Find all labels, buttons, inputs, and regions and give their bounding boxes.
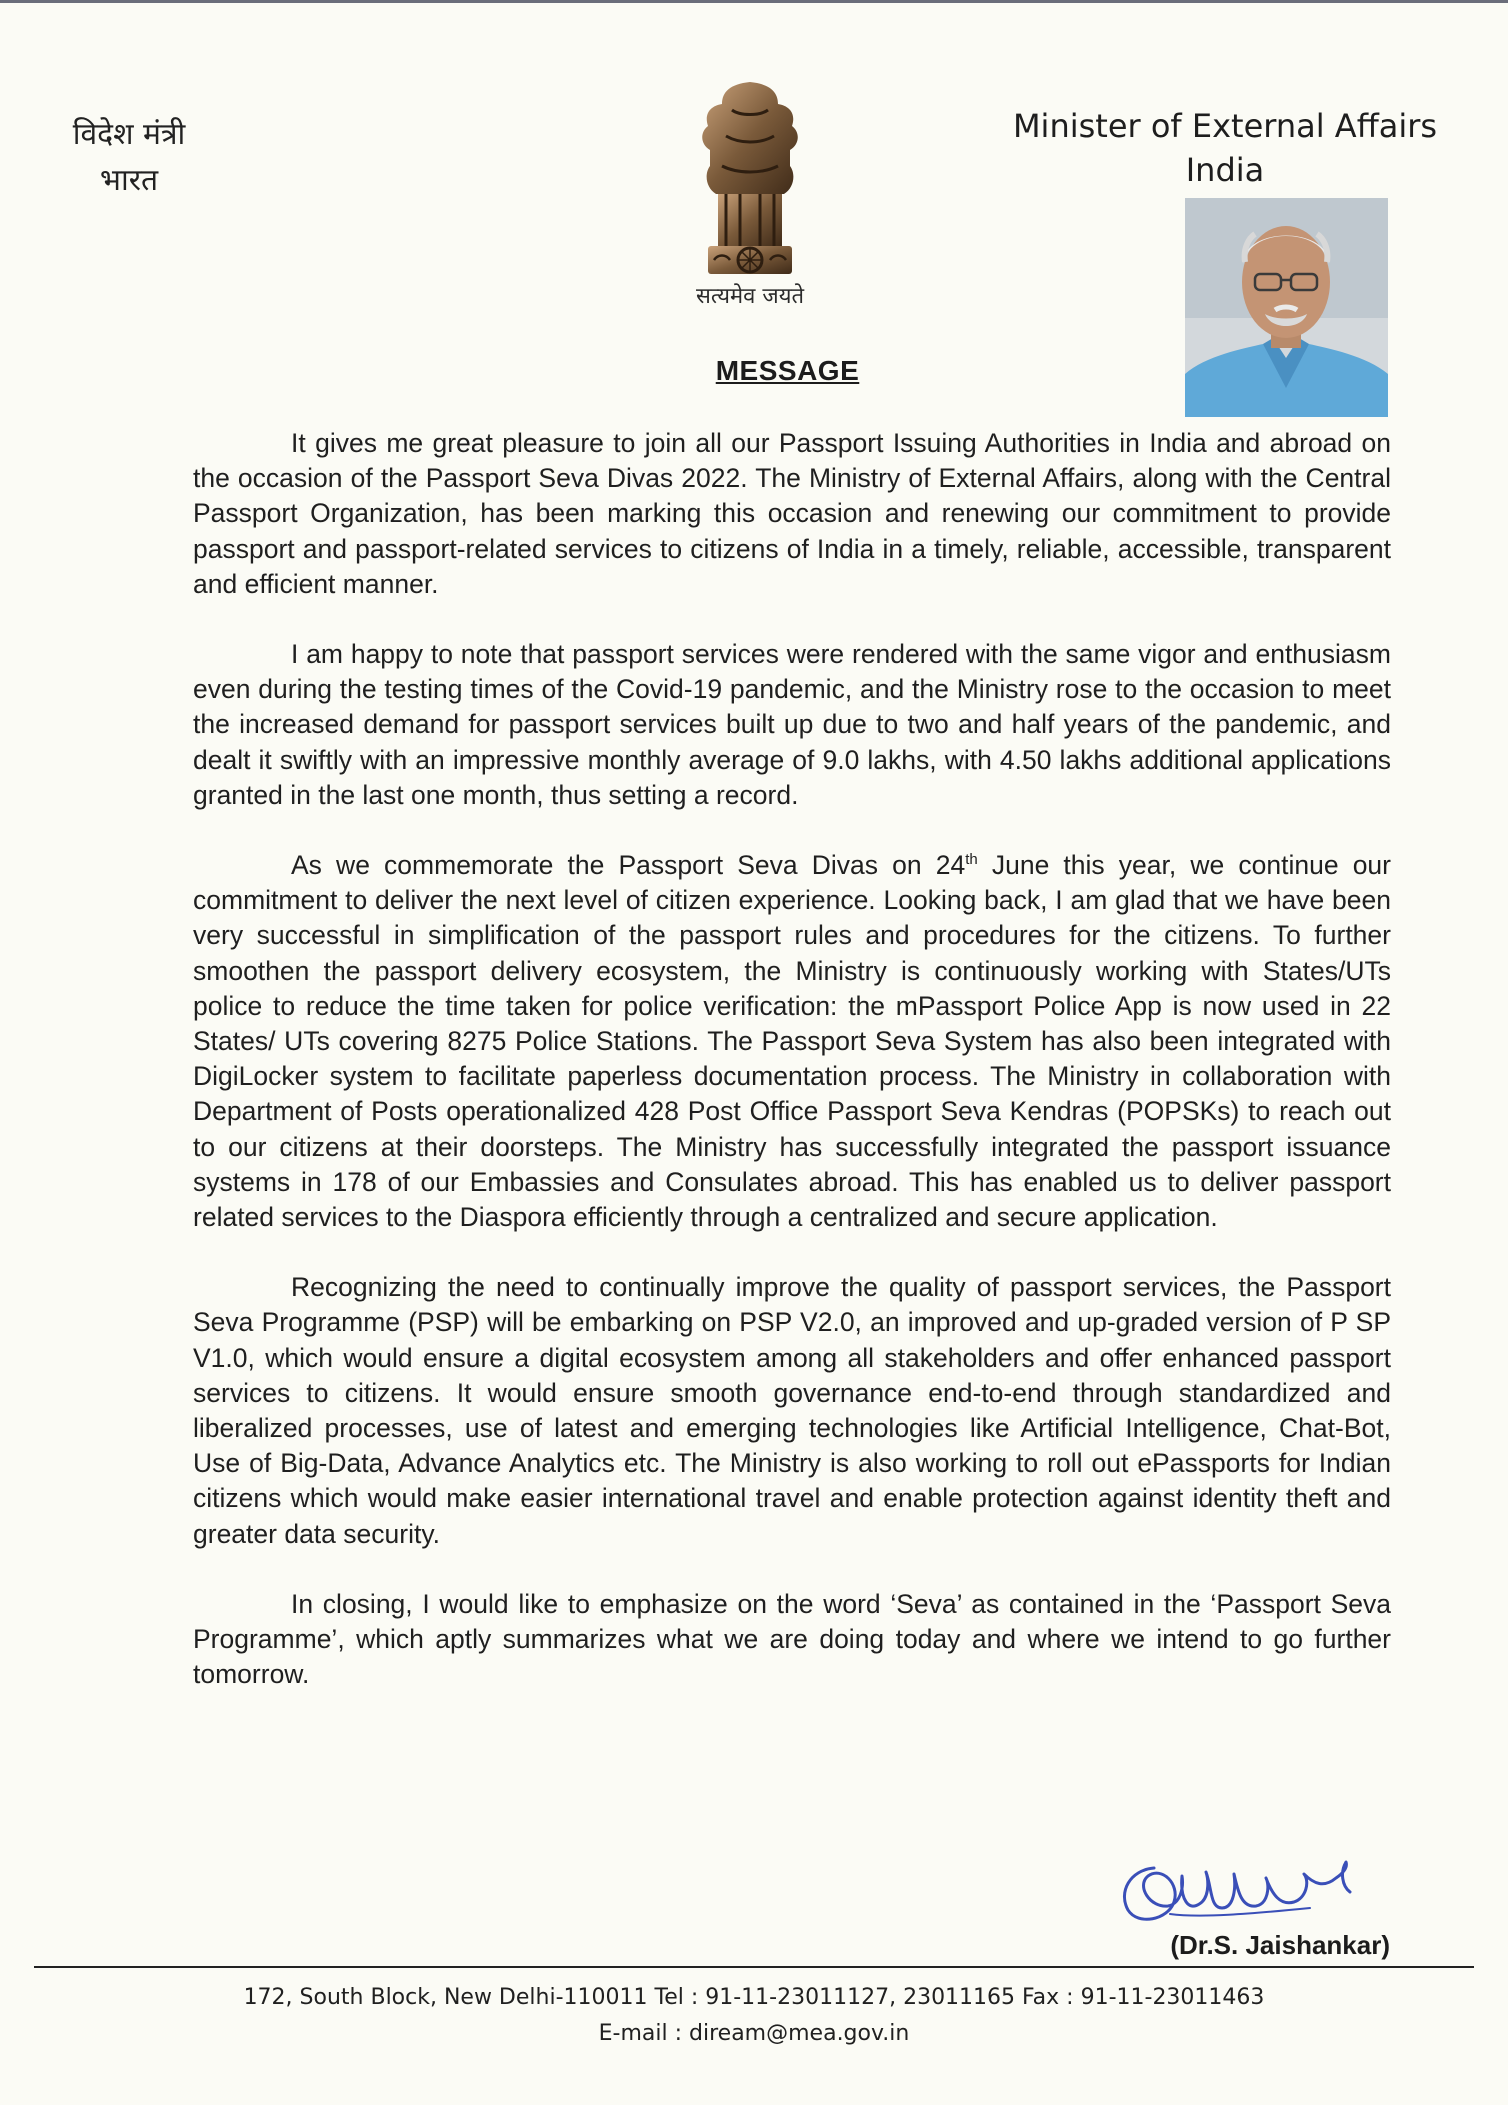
hindi-title-line2: भारत [99,163,159,198]
message-body [193,426,1391,1728]
hindi-title-line1: विदेश मंत्री [72,117,186,152]
paragraph-3-lead: As we commemorate the Passport Seva Divas on 24 [291,850,966,881]
paragraph-1: It gives me great pleasure to join all our Passport Issuing Authorities in India and abroad on the occasion of the Passport Seva Divas 2022. The Ministry of External Affairs, along with the Central Passport Organization, has been marking this occasion and renewing our commitment to provide passport and passport-related services to citizens of India in a timely, reliable, accessible, transparent and efficient manner. [193,428,1391,599]
emblem-motto: सत्यमेव जयते [695,284,805,309]
minister-portrait [1185,198,1388,417]
signer-name: (Dr.S. Jaishankar) [1170,1930,1390,1960]
english-title-line2: India [1185,151,1265,189]
footer-divider [34,1966,1474,1968]
paragraph-2: I am happy to note that passport services were rendered with the same vigor and enthusiasm even during the testing times of the Covid-19 pandemic, and the Ministry rose to the occasion to meet the increased demand for passport services built up due to two and half years of the pandemic, and dealt it swiftly with an impressive monthly average of 9.0 lakhs, with 4.50 lakhs additional applications granted in the last one month, thus setting a record. [193,639,1391,810]
paragraph-5: In closing, I would like to emphasize on the word ‘Seva’ as contained in the ‘Passport Seva Programme’, which aptly summarizes what we are doing today and where we intend to go further tomorrow. [193,1588,1391,1690]
letterhead-footer [34,1980,1474,2052]
english-title-line1: Minister of External Affairs [1012,107,1438,145]
footer-address: 172, South Block, New Delhi-110011 Tel : 91-11-23011127, 23011165 Fax : 91-11-23011463 [243,1985,1265,2010]
paragraph-3 [193,848,1391,1235]
message-heading: MESSAGE [715,355,860,386]
scan-edge [0,0,1508,3]
footer-email: E-mail : diream@mea.gov.in [598,2021,910,2046]
english-title [980,104,1470,192]
handwritten-signature [1110,1848,1370,1938]
paragraph-4: Recognizing the need to continually improve the quality of passport services, the Passport Seva Programme (PSP) will be embarking on PSP V2.0, an improved and up-graded version of P SP V1.0, which would ensure a digital ecosystem among all stakeholders and offer enhanced passport services to citizens. It would ensure smooth governance end-to-end through standardized and liberalized processes, use of latest and emerging technologies like Artificial Intelligence, Chat-Bot, Use of Big-Data, Advance Analytics etc. The Ministry is also working to roll out ePassports for Indian citizens which would make easier international travel and enable protection against identity theft and greater data security. [193,1272,1391,1549]
paragraph-3-rest: June this year, we continue our commitment to deliver the next level of citizen experience. Looking back, I am glad that we have been very successful in simplification of the passport rules and procedures for the citizens. To further smoothen the passport delivery ecosystem, the Ministry is continuously working with States/UTs police to reduce the time taken for police verification: the mPassport Police App is now used in 22 States/ UTs covering 8275 Police Stations. The Passport Seva System has also been integrated with DigiLocker system to facilitate paperless documentation process. The Ministry in collaboration with Department of Posts operationalized 428 Post Office Passport Seva Kendras (POPSKs) to reach out to our citizens at their doorsteps. The Ministry has successfully integrated the passport issuance systems in 178 of our Embassies and Consulates abroad. This has enabled us to deliver passport related services to the Diaspora efficiently through a centralized and secure application. [193,850,1391,1233]
date-ordinal-suffix: th [965,851,978,869]
hindi-title [54,112,204,204]
